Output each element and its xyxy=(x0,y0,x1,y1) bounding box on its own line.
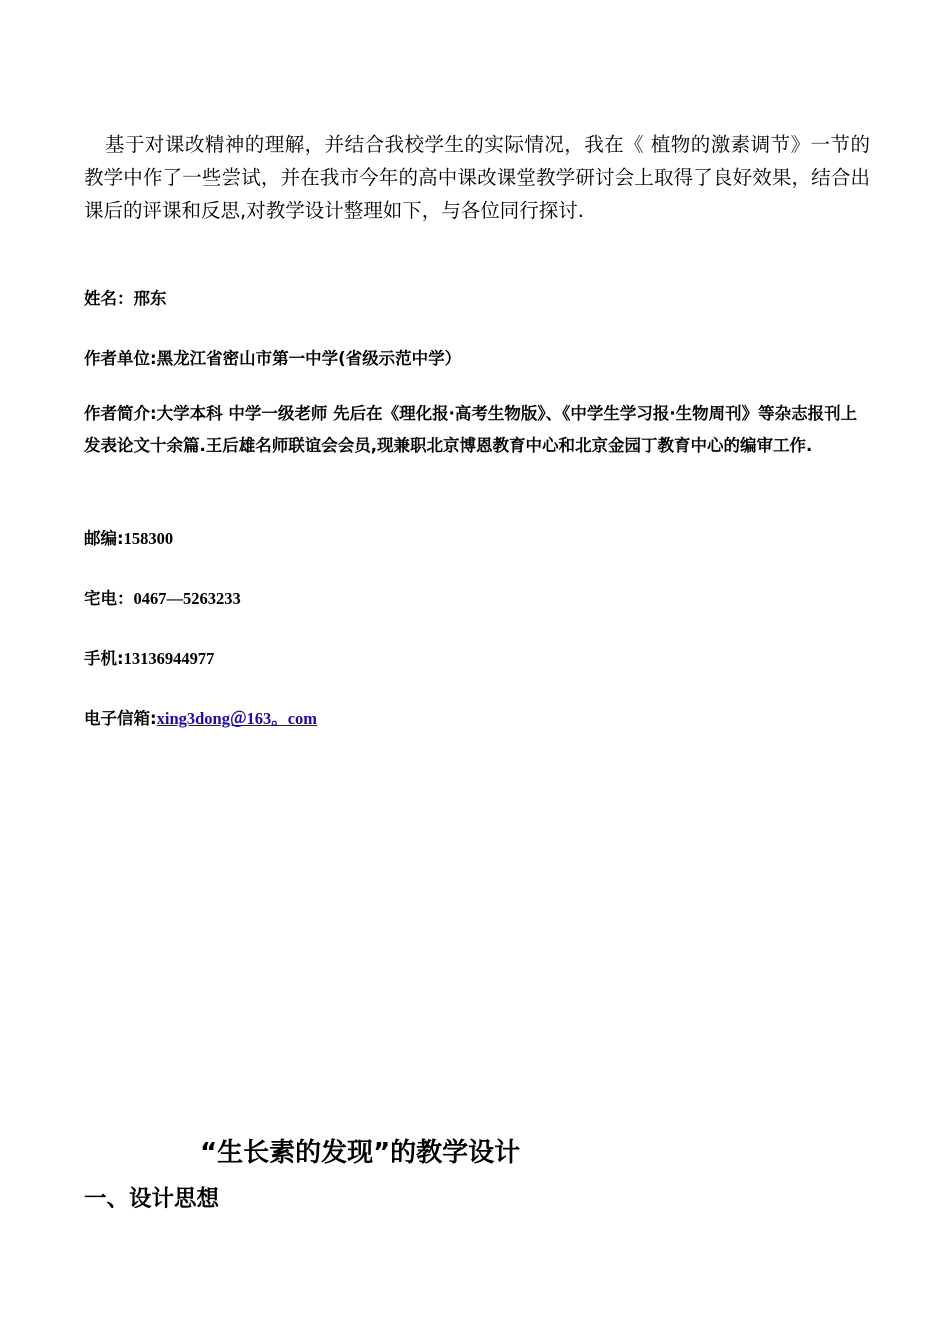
author-name-label: 姓名： xyxy=(84,289,134,308)
home-phone-value: 0467—5263233 xyxy=(133,589,241,608)
author-bio-value: 大学本科 中学一级老师 先后在《理化报·高考生物版》、《中学生学习报·生物周刊》等杂志报刊上发表论文十余篇.王后雄名师联谊会会员,现兼职北京博恩教育中心和北京金园丁教育中心的编审工作. xyxy=(84,404,858,455)
postcode-label: 邮编: xyxy=(84,529,124,548)
intro-paragraph: 基于对课改精神的理解，并结合我校学生的实际情况，我在《 植物的激素调节》一节的教学中作了一些尝试，并在我市今年的高中课改课堂教学研讨会上取得了良好效果，结合出课后的评课和反思,对教学设计整理如下，与各位同行探讨. xyxy=(84,133,870,222)
email-label: 电子信箱: xyxy=(84,709,157,728)
author-unit-value: 黑龙江省密山市第一中学(省级示范中学） xyxy=(156,349,462,368)
author-bio-label: 作者简介: xyxy=(84,404,157,423)
postcode-value: 158300 xyxy=(123,529,174,548)
document-title: “生长素的发现”的教学设计 xyxy=(200,1138,521,1168)
author-name-line xyxy=(84,285,870,309)
home-phone-line xyxy=(84,585,870,609)
home-phone-label: 宅电： xyxy=(84,589,134,608)
author-unit-line xyxy=(84,345,870,369)
author-name-value: 邢东 xyxy=(133,289,167,308)
mobile-line xyxy=(84,645,870,669)
postcode-line xyxy=(84,525,870,549)
email-line xyxy=(84,705,870,729)
section-heading-design-idea: 一、设计思想 xyxy=(84,1186,220,1212)
mobile-value: 13136944977 xyxy=(123,649,215,668)
email-link[interactable]: xing3dong＠163。com xyxy=(156,709,318,728)
author-unit-label: 作者单位: xyxy=(84,349,157,368)
mobile-label: 手机: xyxy=(84,649,124,668)
author-bio-line xyxy=(84,398,870,462)
